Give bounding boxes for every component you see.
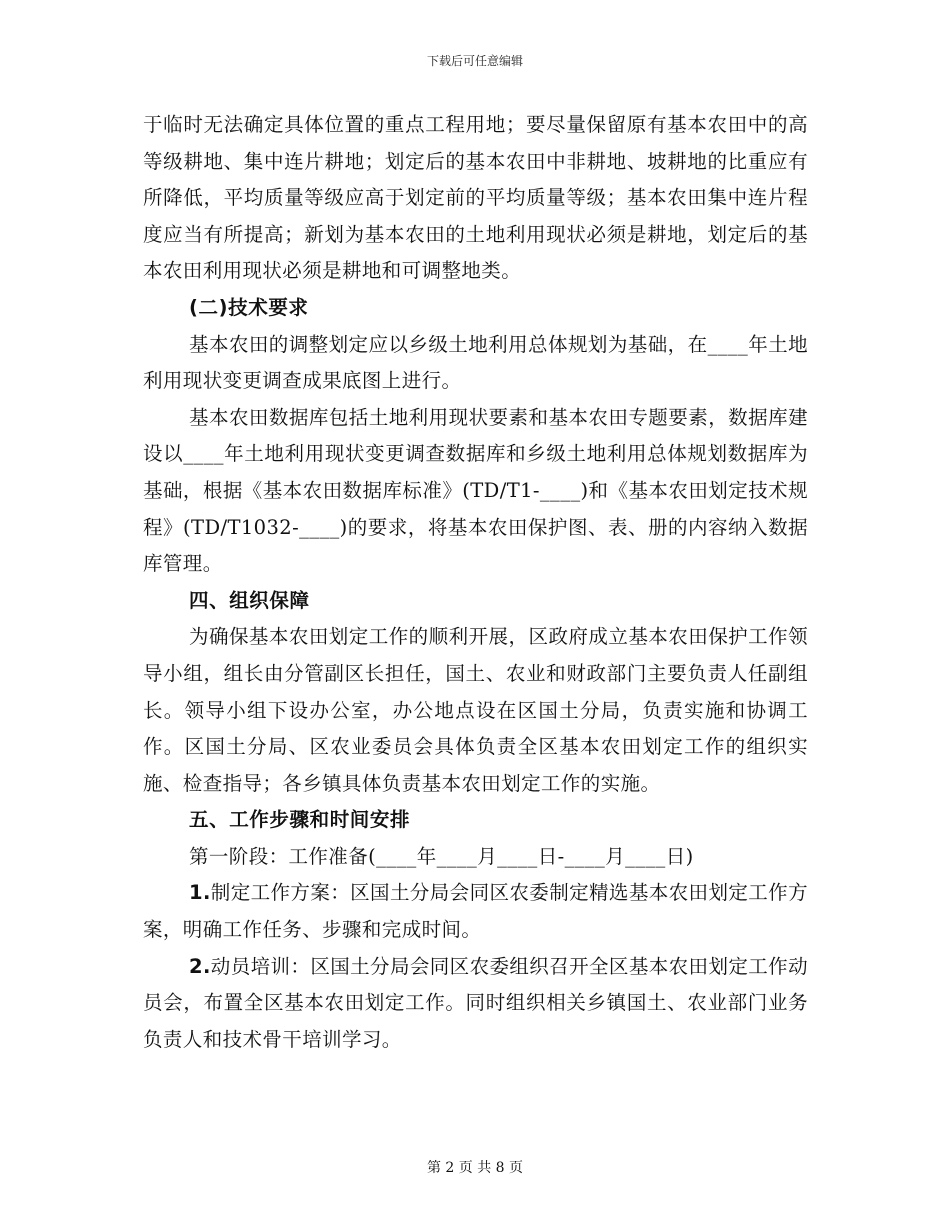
section-heading-work-steps: 五、工作步骤和时间安排 — [189, 808, 411, 832]
paragraph-continuation: 于临时无法确定具体位置的重点工程用地；要尽量保留原有基本农田中的高等级耕地、集中连片耕地；划定后的基本农田中非耕地、坡耕地的比重应有所降低，平均质量等级应高于划定前的平均质量等级；基本农田集中连片程度应当有所提高；新划为基本农田的土地利用现状必须是耕地，划定后的基本农田利用现状必须是耕地和可调整地类。 — [143, 113, 808, 283]
list-item-1-number: 1. — [189, 881, 211, 905]
section-heading-technical-requirements: (二)技术要求 — [189, 295, 309, 319]
page-footer: 第 2 页 共 8 页 — [426, 1160, 524, 1176]
page-header: 下载后可任意编辑 — [426, 54, 523, 68]
document-body — [143, 107, 808, 1058]
section-heading-organization: 四、组织保障 — [189, 588, 310, 612]
paragraph-technical-1: 基本农田的调整划定应以乡级土地利用总体规划为基础，在____年土地利用现状变更调查成果底图上进行。 — [143, 332, 808, 393]
list-item-2-text: 动员培训：区国土分局会同区农委组织召开全区基本农田划定工作动员会，布置全区基本农田划定工作。同时组织相关乡镇国土、农业部门业务负责人和技术骨干培训学习。 — [143, 954, 808, 1051]
stage-one-line: 第一阶段：工作准备(____年____月____日-____月____日) — [189, 844, 694, 868]
paragraph-technical-2: 基本农田数据库包括土地利用现状要素和基本农田专题要素，数据库建设以____年土地利用现状变更调查数据库和乡级土地利用总体规划数据库为基础，根据《基本农田数据库标准》(TD/T1-____)和《基本农田划定技术规程》(TD/T1032-____)的要求，将基本农田保护图、表、册的内容纳入数据库管理。 — [143, 405, 808, 576]
list-item-2-number: 2. — [189, 954, 211, 978]
list-item-1 — [143, 875, 808, 948]
list-item-1-text: 制定工作方案：区国土分局会同区农委制定精选基本农田划定工作方案，明确工作任务、步骤和完成时间。 — [143, 881, 808, 942]
list-item-2 — [143, 949, 808, 1059]
paragraph-organization: 为确保基本农田划定工作的顺利开展，区政府成立基本农田保护工作领导小组，组长由分管副区长担任，国土、农业和财政部门主要负责人任副组长。领导小组下设办公室，办公地点设在区国土分局，负责实施和协调工作。区国土分局、区农业委员会具体负责全区基本农田划定工作的组织实施、检查指导；各乡镇具体负责基本农田划定工作的实施。 — [143, 625, 808, 795]
